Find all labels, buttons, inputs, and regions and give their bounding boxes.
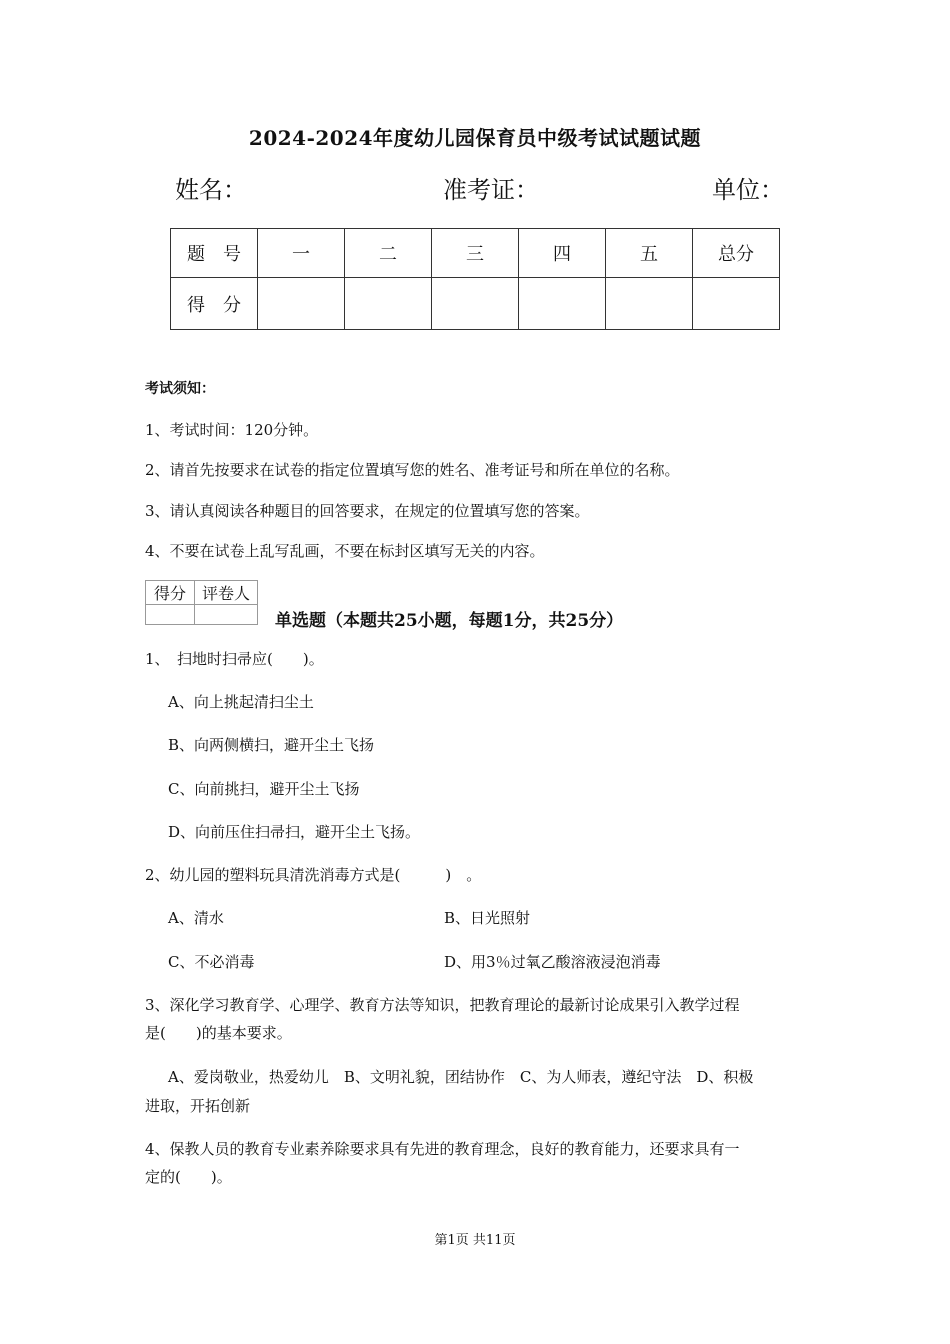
grader-reviewer-label: 评卷人: [195, 581, 258, 605]
answer-option: C、向前挑扫，避开尘土飞扬: [168, 780, 360, 798]
score-table-header-cell: 题 号: [171, 229, 258, 278]
answer-option: A、清水: [168, 909, 224, 927]
score-table-header-cell: 一: [258, 229, 345, 278]
question-stem: 定的( )。: [145, 1168, 232, 1186]
question-stem: 4、保教人员的教育专业素养除要求具有先进的教育理念，良好的教育能力，还要求具有一: [145, 1140, 740, 1158]
score-cell: [432, 278, 519, 330]
notice-item: 3、请认真阅读各种题目的回答要求，在规定的位置填写您的答案。: [145, 502, 590, 520]
question-stem: 3、深化学习教育学、心理学、教育方法等知识，把教育理论的最新讨论成果引入教学过程: [145, 996, 740, 1014]
grader-score-label: 得分: [146, 581, 195, 605]
notice-item: 1、考试时间：120分钟。: [145, 421, 319, 439]
score-cell: [693, 278, 780, 330]
grader-score-cell: [146, 605, 195, 625]
section-title: 单选题（本题共25小题，每题1分，共25分）: [275, 611, 624, 631]
answer-option: A、向上挑起清扫尘土: [168, 693, 314, 711]
score-table-header-cell: 总分: [693, 229, 780, 278]
answer-option: D、向前压住扫帚扫，避开尘土飞扬。: [168, 823, 421, 841]
page-title: 2024-2024年度幼儿园保育员中级考试试题试题: [248, 126, 702, 150]
page-footer: 第1页 共11页: [434, 1233, 516, 1248]
score-table-header-row: [171, 229, 780, 278]
notice-heading: 考试须知：: [145, 381, 215, 397]
answer-option: B、向两侧横扫，避开尘土飞扬: [168, 736, 375, 754]
grader-box: [145, 580, 258, 625]
score-table-header-cell: 二: [345, 229, 432, 278]
score-cell: [519, 278, 606, 330]
score-cell: [258, 278, 345, 330]
answer-option: B、日光照射: [444, 909, 531, 927]
grader-reviewer-cell: [195, 605, 258, 625]
score-table-header-cell: 五: [606, 229, 693, 278]
answer-options-inline: A、爱岗敬业，热爱幼儿 B、文明礼貌，团结协作 C、为人师表，遵纪守法 D、积极: [168, 1068, 754, 1086]
score-row-label: 得 分: [171, 278, 258, 330]
question-stem: 1、 扫地时扫帚应( )。: [145, 650, 324, 668]
question-stem: 2、幼儿园的塑料玩具清洗消毒方式是( ) 。: [145, 866, 482, 884]
score-table: [170, 228, 780, 330]
score-cell: [606, 278, 693, 330]
score-table-header-cell: 四: [519, 229, 606, 278]
score-table-header-cell: 三: [432, 229, 519, 278]
notice-item: 4、不要在试卷上乱写乱画，不要在标封区填写无关的内容。: [145, 542, 545, 560]
answer-options-inline: 进取，开拓创新: [145, 1097, 251, 1115]
answer-option: C、不必消毒: [168, 953, 255, 971]
answer-option: D、用3％过氧乙酸溶液浸泡消毒: [444, 953, 661, 971]
score-table-score-row: [171, 278, 780, 330]
name-field-label: 姓名：: [175, 176, 247, 204]
question-stem: 是( )的基本要求。: [145, 1024, 292, 1042]
unit-field-label: 单位：: [712, 176, 784, 204]
notice-item: 2、请首先按要求在试卷的指定位置填写您的姓名、准考证号和所在单位的名称。: [145, 461, 680, 479]
exam-id-field-label: 准考证：: [443, 176, 539, 204]
score-cell: [345, 278, 432, 330]
